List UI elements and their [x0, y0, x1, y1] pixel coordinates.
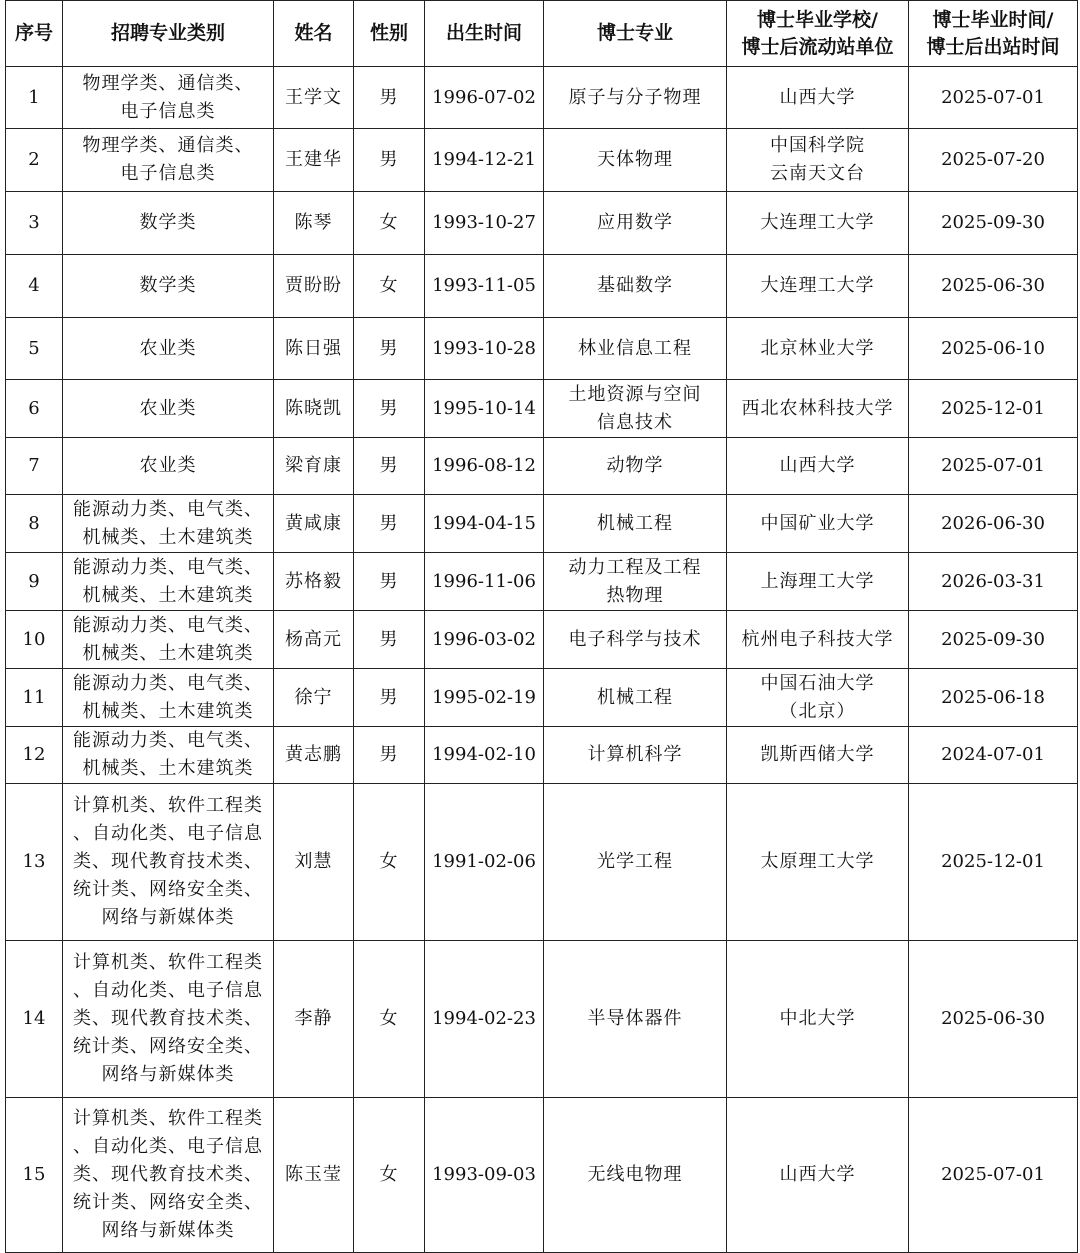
cell-birth: 1996-11-06: [425, 553, 544, 611]
cell-major: 林业信息工程: [544, 318, 727, 380]
cell-school: 上海理工大学: [727, 553, 909, 611]
table-row: [6, 380, 1078, 438]
cell-category: 数学类: [63, 255, 274, 318]
header-seq: 序号: [6, 1, 63, 67]
cell-birth: 1995-02-19: [425, 669, 544, 727]
cell-seq: 1: [6, 67, 63, 129]
cell-birth: 1993-09-03: [425, 1098, 544, 1253]
table-row: [6, 941, 1078, 1098]
cell-category: 计算机类、软件工程类 、自动化类、电子信息 类、现代教育技术类、 统计类、网络安全类、 网络与新媒体类: [63, 941, 274, 1098]
cell-school: 中国石油大学 （北京）: [727, 669, 909, 727]
cell-birth: 1994-12-21: [425, 129, 544, 192]
cell-seq: 9: [6, 553, 63, 611]
recruitment-table: [5, 0, 1078, 1253]
cell-category: 数学类: [63, 192, 274, 255]
cell-school: 山西大学: [727, 1098, 909, 1253]
cell-birth: 1993-10-27: [425, 192, 544, 255]
cell-major: 动力工程及工程 热物理: [544, 553, 727, 611]
cell-school: 凯斯西储大学: [727, 727, 909, 784]
cell-gender: 男: [354, 669, 425, 727]
cell-grad: 2025-09-30: [909, 192, 1078, 255]
header-gender: 性别: [354, 1, 425, 67]
cell-seq: 8: [6, 495, 63, 553]
cell-major: 半导体器件: [544, 941, 727, 1098]
cell-school: 中国科学院 云南天文台: [727, 129, 909, 192]
header-grad: 博士毕业时间/ 博士后出站时间: [909, 1, 1078, 67]
cell-grad: 2025-09-30: [909, 611, 1078, 669]
cell-school: 山西大学: [727, 67, 909, 129]
cell-name: 李静: [274, 941, 354, 1098]
cell-gender: 女: [354, 1098, 425, 1253]
cell-gender: 女: [354, 255, 425, 318]
cell-name: 王建华: [274, 129, 354, 192]
cell-gender: 男: [354, 380, 425, 438]
cell-school: 山西大学: [727, 438, 909, 495]
table-row: [6, 255, 1078, 318]
cell-seq: 5: [6, 318, 63, 380]
cell-gender: 男: [354, 318, 425, 380]
cell-seq: 15: [6, 1098, 63, 1253]
cell-birth: 1993-10-28: [425, 318, 544, 380]
header-major: 博士专业: [544, 1, 727, 67]
cell-major: 应用数学: [544, 192, 727, 255]
cell-birth: 1996-03-02: [425, 611, 544, 669]
cell-category: 能源动力类、电气类、 机械类、土木建筑类: [63, 495, 274, 553]
table-row: [6, 1098, 1078, 1253]
cell-name: 杨高元: [274, 611, 354, 669]
cell-grad: 2025-06-30: [909, 941, 1078, 1098]
cell-birth: 1994-02-23: [425, 941, 544, 1098]
cell-major: 动物学: [544, 438, 727, 495]
cell-major: 光学工程: [544, 784, 727, 941]
cell-major: 土地资源与空间 信息技术: [544, 380, 727, 438]
cell-seq: 2: [6, 129, 63, 192]
header-category: 招聘专业类别: [63, 1, 274, 67]
cell-major: 基础数学: [544, 255, 727, 318]
cell-major: 计算机科学: [544, 727, 727, 784]
cell-major: 机械工程: [544, 669, 727, 727]
cell-birth: 1995-10-14: [425, 380, 544, 438]
cell-seq: 11: [6, 669, 63, 727]
cell-school: 中国矿业大学: [727, 495, 909, 553]
cell-seq: 7: [6, 438, 63, 495]
cell-seq: 12: [6, 727, 63, 784]
cell-school: 大连理工大学: [727, 255, 909, 318]
cell-gender: 男: [354, 438, 425, 495]
table-row: [6, 438, 1078, 495]
cell-birth: 1991-02-06: [425, 784, 544, 941]
cell-name: 梁育康: [274, 438, 354, 495]
table-row: [6, 784, 1078, 941]
cell-category: 农业类: [63, 438, 274, 495]
cell-grad: 2025-07-01: [909, 1098, 1078, 1253]
cell-major: 电子科学与技术: [544, 611, 727, 669]
table-header-row: [6, 1, 1078, 67]
table-row: [6, 318, 1078, 380]
cell-name: 黄咸康: [274, 495, 354, 553]
cell-grad: 2025-07-20: [909, 129, 1078, 192]
header-birth: 出生时间: [425, 1, 544, 67]
cell-grad: 2024-07-01: [909, 727, 1078, 784]
cell-grad: 2025-07-01: [909, 438, 1078, 495]
cell-grad: 2025-06-10: [909, 318, 1078, 380]
cell-major: 原子与分子物理: [544, 67, 727, 129]
cell-seq: 4: [6, 255, 63, 318]
cell-name: 徐宁: [274, 669, 354, 727]
cell-grad: 2025-06-30: [909, 255, 1078, 318]
cell-name: 陈玉莹: [274, 1098, 354, 1253]
cell-seq: 10: [6, 611, 63, 669]
cell-category: 能源动力类、电气类、 机械类、土木建筑类: [63, 611, 274, 669]
cell-gender: 女: [354, 784, 425, 941]
cell-school: 太原理工大学: [727, 784, 909, 941]
table-row: [6, 192, 1078, 255]
cell-seq: 6: [6, 380, 63, 438]
cell-name: 苏格毅: [274, 553, 354, 611]
cell-gender: 男: [354, 727, 425, 784]
cell-name: 陈晓凯: [274, 380, 354, 438]
cell-gender: 男: [354, 611, 425, 669]
table-row: [6, 727, 1078, 784]
cell-gender: 男: [354, 67, 425, 129]
cell-grad: 2025-07-01: [909, 67, 1078, 129]
cell-category: 物理学类、通信类、 电子信息类: [63, 67, 274, 129]
cell-name: 刘慧: [274, 784, 354, 941]
table-row: [6, 129, 1078, 192]
cell-grad: 2025-12-01: [909, 380, 1078, 438]
table-row: [6, 67, 1078, 129]
cell-category: 物理学类、通信类、 电子信息类: [63, 129, 274, 192]
table-row: [6, 611, 1078, 669]
cell-gender: 女: [354, 192, 425, 255]
cell-birth: 1996-07-02: [425, 67, 544, 129]
cell-birth: 1996-08-12: [425, 438, 544, 495]
cell-school: 西北农林科技大学: [727, 380, 909, 438]
cell-birth: 1994-02-10: [425, 727, 544, 784]
cell-grad: 2025-12-01: [909, 784, 1078, 941]
table-row: [6, 553, 1078, 611]
cell-major: 无线电物理: [544, 1098, 727, 1253]
cell-name: 陈琴: [274, 192, 354, 255]
cell-category: 计算机类、软件工程类 、自动化类、电子信息 类、现代教育技术类、 统计类、网络安全类、 网络与新媒体类: [63, 784, 274, 941]
cell-category: 农业类: [63, 318, 274, 380]
cell-grad: 2025-06-18: [909, 669, 1078, 727]
cell-birth: 1994-04-15: [425, 495, 544, 553]
cell-seq: 3: [6, 192, 63, 255]
header-school: 博士毕业学校/ 博士后流动站单位: [727, 1, 909, 67]
cell-name: 贾盼盼: [274, 255, 354, 318]
cell-school: 中北大学: [727, 941, 909, 1098]
cell-grad: 2026-06-30: [909, 495, 1078, 553]
cell-name: 王学文: [274, 67, 354, 129]
cell-major: 天体物理: [544, 129, 727, 192]
cell-seq: 14: [6, 941, 63, 1098]
cell-birth: 1993-11-05: [425, 255, 544, 318]
cell-name: 黄志鹏: [274, 727, 354, 784]
cell-category: 计算机类、软件工程类 、自动化类、电子信息 类、现代教育技术类、 统计类、网络安全类、 网络与新媒体类: [63, 1098, 274, 1253]
cell-gender: 男: [354, 129, 425, 192]
cell-major: 机械工程: [544, 495, 727, 553]
cell-category: 能源动力类、电气类、 机械类、土木建筑类: [63, 669, 274, 727]
cell-seq: 13: [6, 784, 63, 941]
cell-category: 能源动力类、电气类、 机械类、土木建筑类: [63, 553, 274, 611]
cell-gender: 男: [354, 553, 425, 611]
cell-category: 农业类: [63, 380, 274, 438]
cell-category: 能源动力类、电气类、 机械类、土木建筑类: [63, 727, 274, 784]
cell-gender: 男: [354, 495, 425, 553]
cell-grad: 2026-03-31: [909, 553, 1078, 611]
table-row: [6, 495, 1078, 553]
cell-school: 北京林业大学: [727, 318, 909, 380]
cell-name: 陈日强: [274, 318, 354, 380]
cell-gender: 女: [354, 941, 425, 1098]
header-name: 姓名: [274, 1, 354, 67]
table-row: [6, 669, 1078, 727]
cell-school: 杭州电子科技大学: [727, 611, 909, 669]
cell-school: 大连理工大学: [727, 192, 909, 255]
